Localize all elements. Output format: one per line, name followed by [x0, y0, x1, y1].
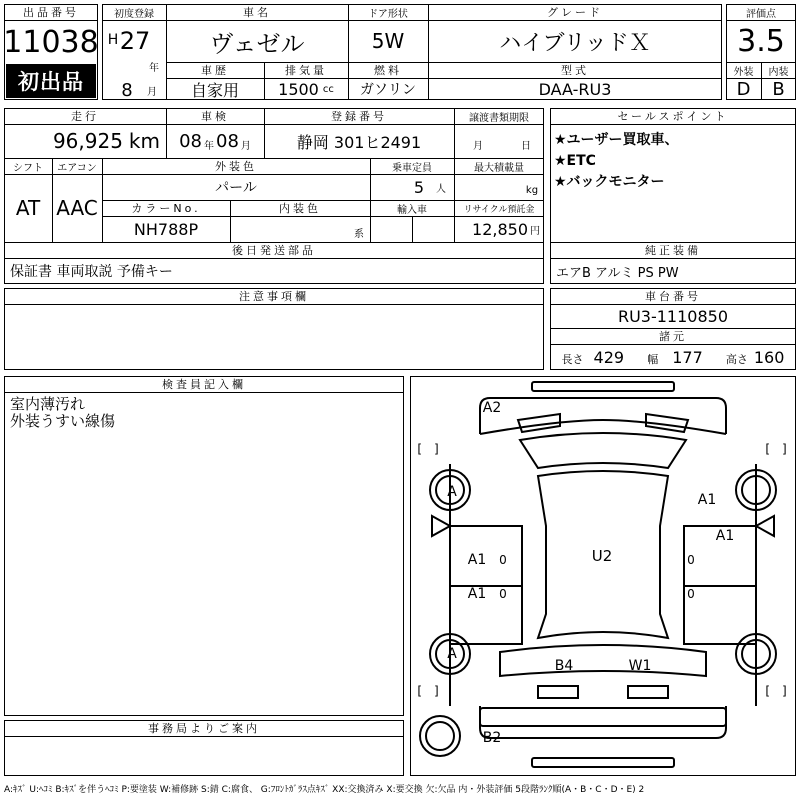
office-label: 事務局よりご案内 — [148, 722, 260, 735]
notes-label: 注意事項欄 — [239, 290, 309, 303]
mark-zero-3: 0 — [687, 553, 695, 567]
mileage-number: 96,925 — [52, 129, 123, 153]
displacement-number: 1500 — [278, 79, 319, 99]
transfer-label: 譲渡書類期限 — [469, 112, 529, 124]
mark-tire-fl: A — [447, 484, 457, 500]
capacity-value — [370, 174, 454, 200]
score-label: 評価点 — [746, 8, 776, 20]
color-no-label: カラーNo. — [131, 202, 201, 215]
plate-value: 静岡 301ヒ2491 — [296, 132, 422, 152]
transfer-month: 月 — [473, 140, 483, 152]
shift-value: AT — [15, 196, 41, 220]
mirror-right — [756, 516, 774, 536]
legend: A:ｷｽﾞ U:ﾍｺﾐ B:ｷｽﾞを伴うﾍｺﾐ P:要塗装 W:補修跡 S:錆 C:腐食、 G:ﾌﾛﾝﾄｶﾞﾗｽ点ｷｽﾞ XX:交換済み X:要交換 欠:欠品 内・外装評価 5段階ﾗﾝｸ順(A・B・C・D・E) 2 — [4, 784, 645, 795]
inspection-month-unit: 月 — [240, 140, 251, 152]
length-label: 長さ — [561, 352, 584, 366]
windshield — [520, 433, 686, 468]
height-label: 高さ — [725, 352, 748, 366]
ac-value: AAC — [56, 196, 98, 220]
fuel-value: ガソリン — [360, 82, 416, 98]
inspection-month: 08 — [216, 130, 239, 152]
mark-rear-left: B4 — [554, 658, 574, 674]
rear-outline — [480, 706, 726, 738]
history-value: 自家用 — [190, 80, 239, 100]
displacement-value — [264, 78, 348, 100]
interior-color-unit: 系 — [354, 228, 364, 240]
length-value: 429 — [593, 347, 625, 367]
mirror-left — [432, 516, 450, 536]
door-label: ドア形状 — [368, 8, 408, 20]
inspection-value — [166, 124, 264, 158]
color-no-value: NH788P — [133, 219, 199, 239]
bracket-4: [ ] — [765, 683, 787, 698]
chassis-value: RU3-1110850 — [617, 306, 729, 326]
interior-grade: B — [772, 78, 785, 100]
recycle-value — [454, 216, 544, 242]
door-value: 5W — [371, 29, 405, 53]
displacement-label: 排気量 — [285, 64, 327, 77]
mark-left-front-door: A1 — [467, 552, 487, 568]
interior-color-label: 内装色 — [279, 202, 321, 215]
inspector-notes: 室内薄汚れ 外装うすい線傷 — [10, 395, 116, 430]
rear-window — [500, 645, 706, 676]
load-unit: kg — [525, 184, 539, 196]
rear-bumper — [480, 708, 726, 726]
car-name-label: 車名 — [243, 6, 271, 19]
inspection-year: 08 — [179, 130, 202, 152]
width-value: 177 — [672, 347, 703, 367]
height-value: 160 — [753, 347, 785, 367]
exterior-grade: D — [736, 78, 751, 100]
rear-bumper-bottom — [532, 758, 674, 767]
capacity-number: 5 — [413, 177, 424, 197]
inspection-year-unit: 年 — [204, 140, 214, 152]
mileage-unit: km — [128, 129, 160, 153]
hood-line — [480, 420, 726, 434]
capacity-label: 乗車定員 — [392, 162, 432, 174]
plate-label: 登録番号 — [331, 110, 387, 123]
month-unit: 月 — [147, 86, 157, 98]
rear-lamp-right — [628, 686, 668, 698]
inspector-label: 検査員記入欄 — [162, 378, 246, 391]
mark-roof: U2 — [591, 547, 613, 565]
mark-tire-rl: A — [447, 646, 457, 662]
mark-right-front: A1 — [697, 492, 717, 508]
era: H — [107, 32, 119, 48]
front-bumper-top — [532, 382, 674, 391]
rear-lamp-left — [538, 686, 578, 698]
transfer-day: 日 — [521, 140, 531, 152]
bracket-3: [ ] — [417, 683, 439, 698]
car-diagram — [410, 376, 796, 776]
genuine-label: 純正装備 — [645, 244, 701, 257]
color-label: 外装色 — [215, 160, 257, 173]
mark-left-rear-door: A1 — [467, 586, 487, 602]
model-label: 型式 — [561, 64, 589, 77]
lot-number: 11038 — [3, 24, 99, 60]
history-label: 車歴 — [201, 64, 229, 77]
first-reg-label: 初度登録 — [114, 8, 154, 20]
bracket-2: [ ] — [765, 441, 787, 456]
car-name: ヴェゼル — [209, 29, 305, 58]
first-listing-badge: 初出品 — [6, 64, 96, 98]
bracket-1: [ ] — [417, 441, 439, 456]
reg-month: 8 — [121, 79, 133, 101]
interior-label: 内装 — [768, 66, 789, 78]
score-value: 3.5 — [737, 23, 785, 59]
grade-label: グレード — [547, 6, 603, 19]
mileage-label: 走行 — [71, 110, 99, 123]
load-label: 最大積載量 — [474, 162, 524, 174]
dims-label: 諸元 — [659, 330, 687, 343]
exterior-label: 外装 — [733, 66, 754, 78]
color-value: パール — [215, 180, 257, 196]
inspection-label: 車検 — [201, 110, 229, 123]
later-parts-label: 後日発送部品 — [232, 244, 316, 257]
shift-label: シフト — [13, 162, 43, 174]
mark-front: A2 — [482, 400, 502, 416]
mark-zero-2: 0 — [499, 587, 507, 601]
genuine-value: エアB アルミ PS PW — [556, 265, 679, 281]
sales-label: セールスポイント — [617, 110, 729, 123]
chassis-label: 車台番号 — [645, 290, 701, 303]
recycle-label: リサイクル預託金 — [463, 204, 535, 215]
dims-row — [550, 344, 796, 370]
sales-points: ★ユーザー買取車、 ★ETC ★バックモニター — [554, 132, 679, 190]
recycle-number: 12,850 — [472, 219, 528, 239]
recycle-unit: 円 — [530, 225, 540, 237]
year-unit: 年 — [149, 62, 159, 74]
mark-rear: B2 — [482, 730, 502, 746]
later-parts-value: 保証書 車両取説 予備キー — [10, 264, 173, 280]
ac-label: エアコン — [57, 162, 97, 174]
lot-label: 出品番号 — [23, 6, 79, 19]
fuel-label: 燃料 — [374, 64, 402, 77]
grade-value: ハイブリッドＸ — [499, 30, 651, 56]
mark-zero-1: 0 — [499, 553, 507, 567]
mileage-value — [4, 124, 166, 158]
mark-right-door: A1 — [715, 528, 735, 544]
displacement-unit: cc — [322, 83, 334, 95]
mark-rear-right: W1 — [628, 658, 652, 674]
capacity-unit: 人 — [436, 183, 446, 195]
mark-zero-4: 0 — [687, 587, 695, 601]
width-label: 幅 — [647, 352, 659, 366]
import-label: 輸入車 — [397, 204, 427, 216]
reg-year: 27 — [119, 27, 151, 55]
model-value: DAA-RU3 — [538, 79, 612, 99]
